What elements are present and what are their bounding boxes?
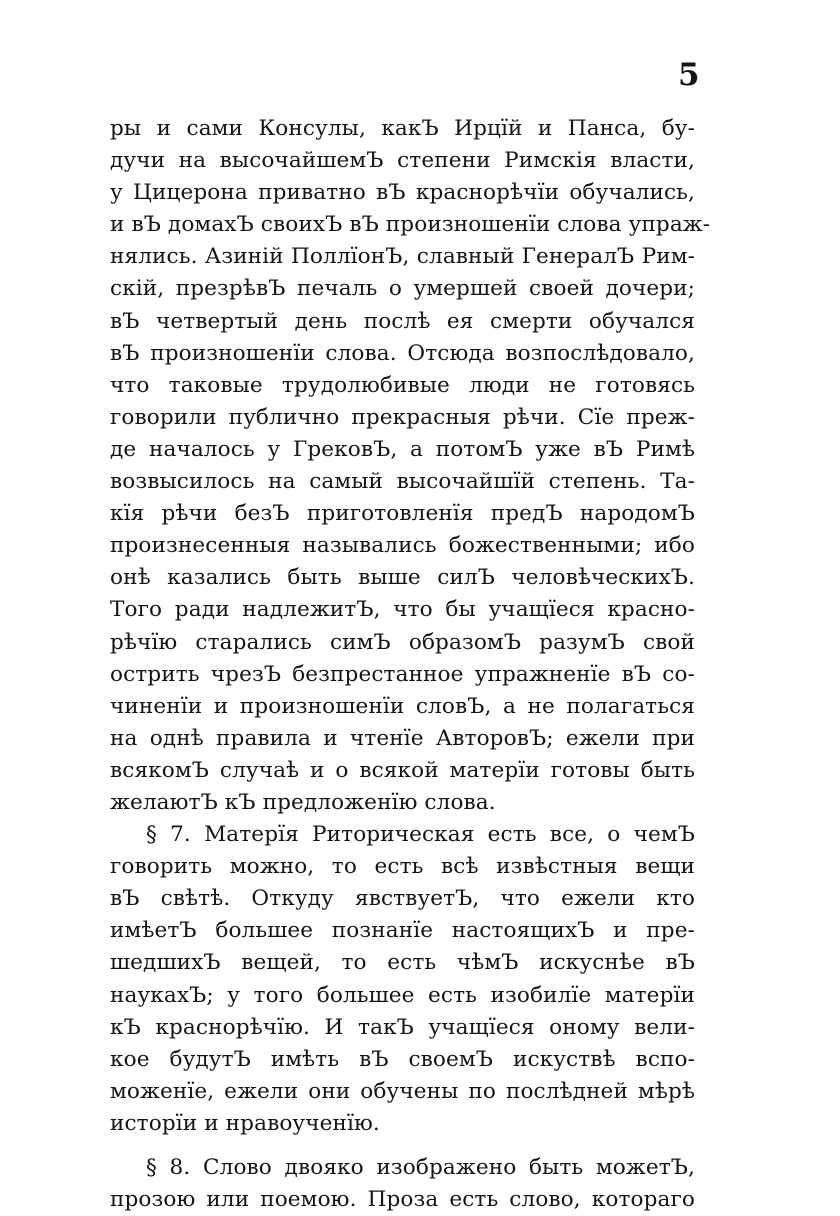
page-number: 5 — [678, 57, 700, 93]
text-line: произнесенныя назывались божественными; ибо — [110, 533, 695, 559]
text-line: кое будутЪ имѣть вЪ своемЪ искуствѣ вспо- — [110, 1046, 695, 1072]
text-line: кїя рѣчи безЪ приготовленїя предЪ народомЪ — [110, 501, 695, 527]
paragraph-section-7 — [110, 819, 695, 1140]
text-line: возвысилось на самый высочайшїй степень. Та- — [110, 469, 695, 495]
text-line: Того ради надлежитЪ, что бы учащїеся красно- — [110, 597, 695, 623]
paragraph-continuation — [110, 113, 711, 819]
text-line: наукахЪ; у того большее есть изобилїе матерїи — [110, 982, 695, 1008]
paragraph-gap — [110, 1140, 695, 1152]
text-line: имѣетЪ большее познанїе настоящихЪ и пре- — [110, 918, 695, 944]
text-line: рѣчїю старались симЪ образомЪ разумЪ свой — [110, 629, 695, 655]
text-line: говорили публично прекрасныя рѣчи. Сїе преж- — [110, 404, 695, 430]
section-heading-line: § 8. Слово двояко изображено быть можетЪ, — [146, 1155, 695, 1180]
text-line: на однѣ правила и чтенїе АвторовЪ; ежели при — [110, 725, 695, 751]
text-line: что таковые трудолюбивые люди не готовясь — [110, 372, 695, 398]
text-line: ры и сами Консулы, какЪ Ирцїй и Панса, бу- — [110, 116, 695, 141]
text-line: моженїе, ежели они обучены по послѣдней мѣрѣ — [110, 1078, 695, 1104]
text-line: вЪ четвертый день послѣ ея смерти обучался — [110, 308, 695, 334]
text-line: онѣ казались быть выше силЪ человѣческихЪ. — [110, 565, 695, 591]
text-line: чиненїи и произношенїи словЪ, а не полагаться — [110, 693, 695, 719]
text-line: прозою или поемою. Проза есть слово, котораго — [110, 1187, 695, 1213]
section-heading-line: § 7. Матерїя Риторическая есть все, о чемЪ — [146, 822, 695, 848]
text-line: кЪ краснорѣчїю. И такЪ учащїеся оному вели- — [110, 1014, 695, 1040]
text-line: вЪ произношенїи слова. Отсюда возпослѣдовало, — [110, 340, 695, 366]
text-line: и вЪ домахЪ своихЪ вЪ произношенїи слова упраж- — [110, 212, 711, 238]
body-text — [110, 113, 711, 1216]
text-line: у Цицерона приватно вЪ краснорѣчїи обучались, — [110, 180, 695, 206]
text-line: всякомЪ случаѣ и о всякой матерїи готовы быть — [110, 757, 695, 783]
text-line: говорить можно, то есть всѣ извѣстныя вещи — [110, 854, 695, 880]
text-line: де началось у ГрековЪ, а потомЪ уже вЪ Римѣ — [110, 436, 695, 462]
text-line: шедшихЪ вещей, то есть чѣмЪ искуснѣе вЪ — [110, 950, 695, 976]
paragraph-section-8 — [110, 1152, 695, 1216]
text-line: скій, презрѣвЪ печаль о умершей своей дочери; — [110, 276, 695, 302]
text-line: нялись. Азиній ПоллїонЪ, славный ГенералЪ Рим- — [110, 244, 695, 270]
text-line: острить чрезЪ безпрестанное упражненїе вЪ со- — [110, 661, 695, 687]
text-line: желаютЪ кЪ предложенїю слова. — [110, 789, 496, 815]
text-line: исторїи и нравоученїю. — [110, 1110, 380, 1136]
text-line: вЪ свѣтѣ. Откуду явствуетЪ, что ежели кто — [110, 886, 695, 912]
text-line: дучи на высочайшемЪ степени Римскія власти, — [110, 148, 695, 174]
